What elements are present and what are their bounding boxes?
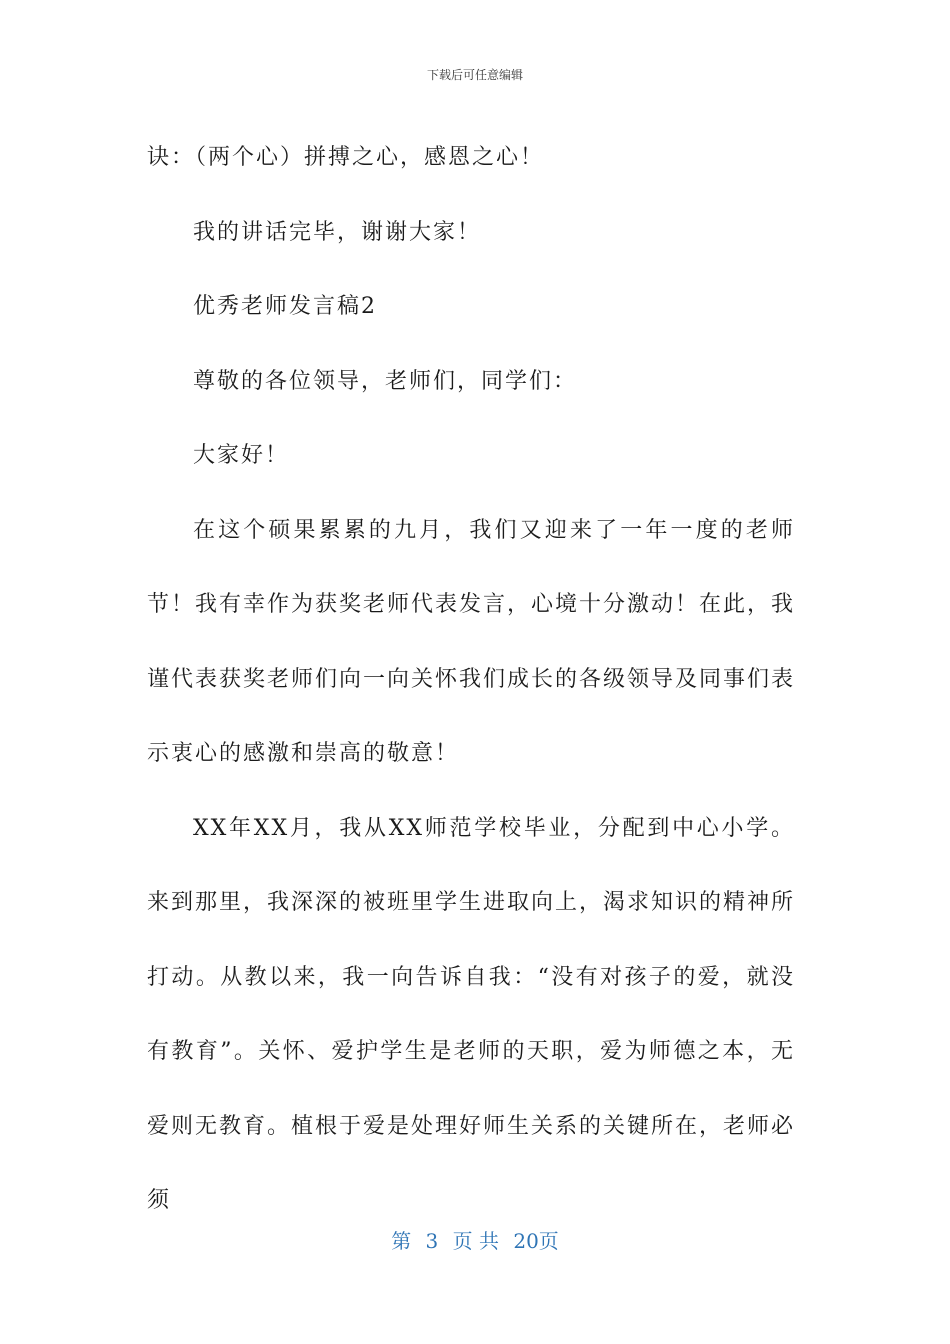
footer-current-page: 3 xyxy=(425,1229,439,1253)
paragraph-7: XX年XX月，我从XX师范学校毕业，分配到中心小学。来到那里，我深深的被班里学生进取向上，渴求知识的精神所打动。从教以来，我一向告诉自我：“没有对孩子的爱，就没有教育”。关怀、爱护学生是老师的天职，爱为师德之本，无爱则无教育。植根于爱是处理好师生关系的关键所在，老师必须 xyxy=(147,815,796,1213)
paragraph-5-greeting: 大家好！ xyxy=(193,443,290,468)
page-header: 下载后可任意编辑 xyxy=(426,68,523,82)
footer-middle: 页 共 xyxy=(452,1229,499,1253)
footer-prefix: 第 xyxy=(391,1229,412,1253)
page-footer xyxy=(0,1225,950,1254)
footer-total-pages: 20页 xyxy=(513,1229,559,1253)
paragraph-6: 在这个硕果累累的九月，我们又迎来了一年一度的老师节！我有幸作为获奖老师代表发言，心境十分激动！在此，我谨代表获奖老师们向一向关怀我们成长的各级领导及同事们表示衷心的感激和崇高的敬意！ xyxy=(147,517,796,766)
paragraph-2: 我的讲话完毕，谢谢大家！ xyxy=(193,219,482,245)
paragraph-4-salutation: 尊敬的各位领导，老师们，同学们： xyxy=(193,368,578,394)
paragraph-1: 诀：（两个心）拼搏之心，感恩之心！ xyxy=(147,145,545,170)
document-body xyxy=(147,121,795,1239)
paragraph-3-heading: 优秀老师发言稿2 xyxy=(193,294,377,319)
